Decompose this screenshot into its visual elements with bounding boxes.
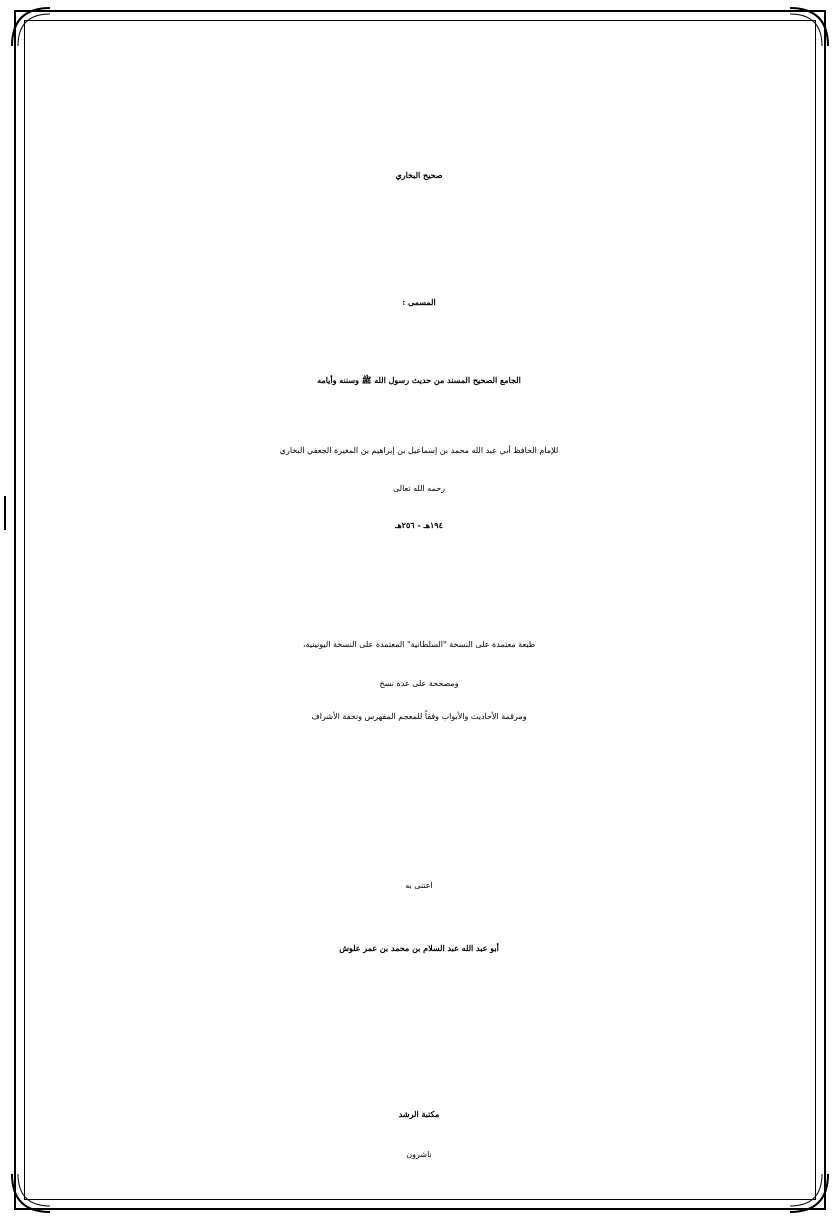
edition-note-line-2: ومصححة على عدة نسخ	[379, 679, 459, 688]
author-dates: ١٩٤هـ - ٢٥٦هـ	[395, 520, 443, 530]
author-honorific: رحمه الله تعالى	[392, 484, 446, 493]
edition-note-line-1: طبعة معتمدة على النسخة "السلطانية" المعتمدة على النسخة اليونينية،	[302, 640, 536, 649]
editor-name: أبو عبد الله عبد السلام بن محمد بن عمر علوش	[339, 943, 499, 953]
cover-content	[40, 0, 798, 1224]
publisher-role: ناشرون	[406, 1150, 432, 1159]
book-title: صحيح البخاري	[395, 170, 443, 180]
margin-tick-mark	[4, 496, 6, 530]
author-line: للإمام الحافظ أبي عبد الله محمد بن إسماعيل بن إبراهيم بن المغيرة الجعفي البخاري	[279, 446, 559, 455]
publisher-name: مكتبة الرشد	[398, 1109, 440, 1119]
book-full-title: الجامع الصحيح المسند من حديث رسول الله ﷺ وسننه وأيامه	[317, 375, 521, 385]
edition-note-line-3: ومرقمة الأحاديث والأبواب وفقاً للمعجم المفهرس وتحفة الأشراف	[311, 712, 527, 721]
named-label: المسمى :	[402, 297, 436, 307]
edited-by-label: اعتنى به	[405, 881, 433, 890]
